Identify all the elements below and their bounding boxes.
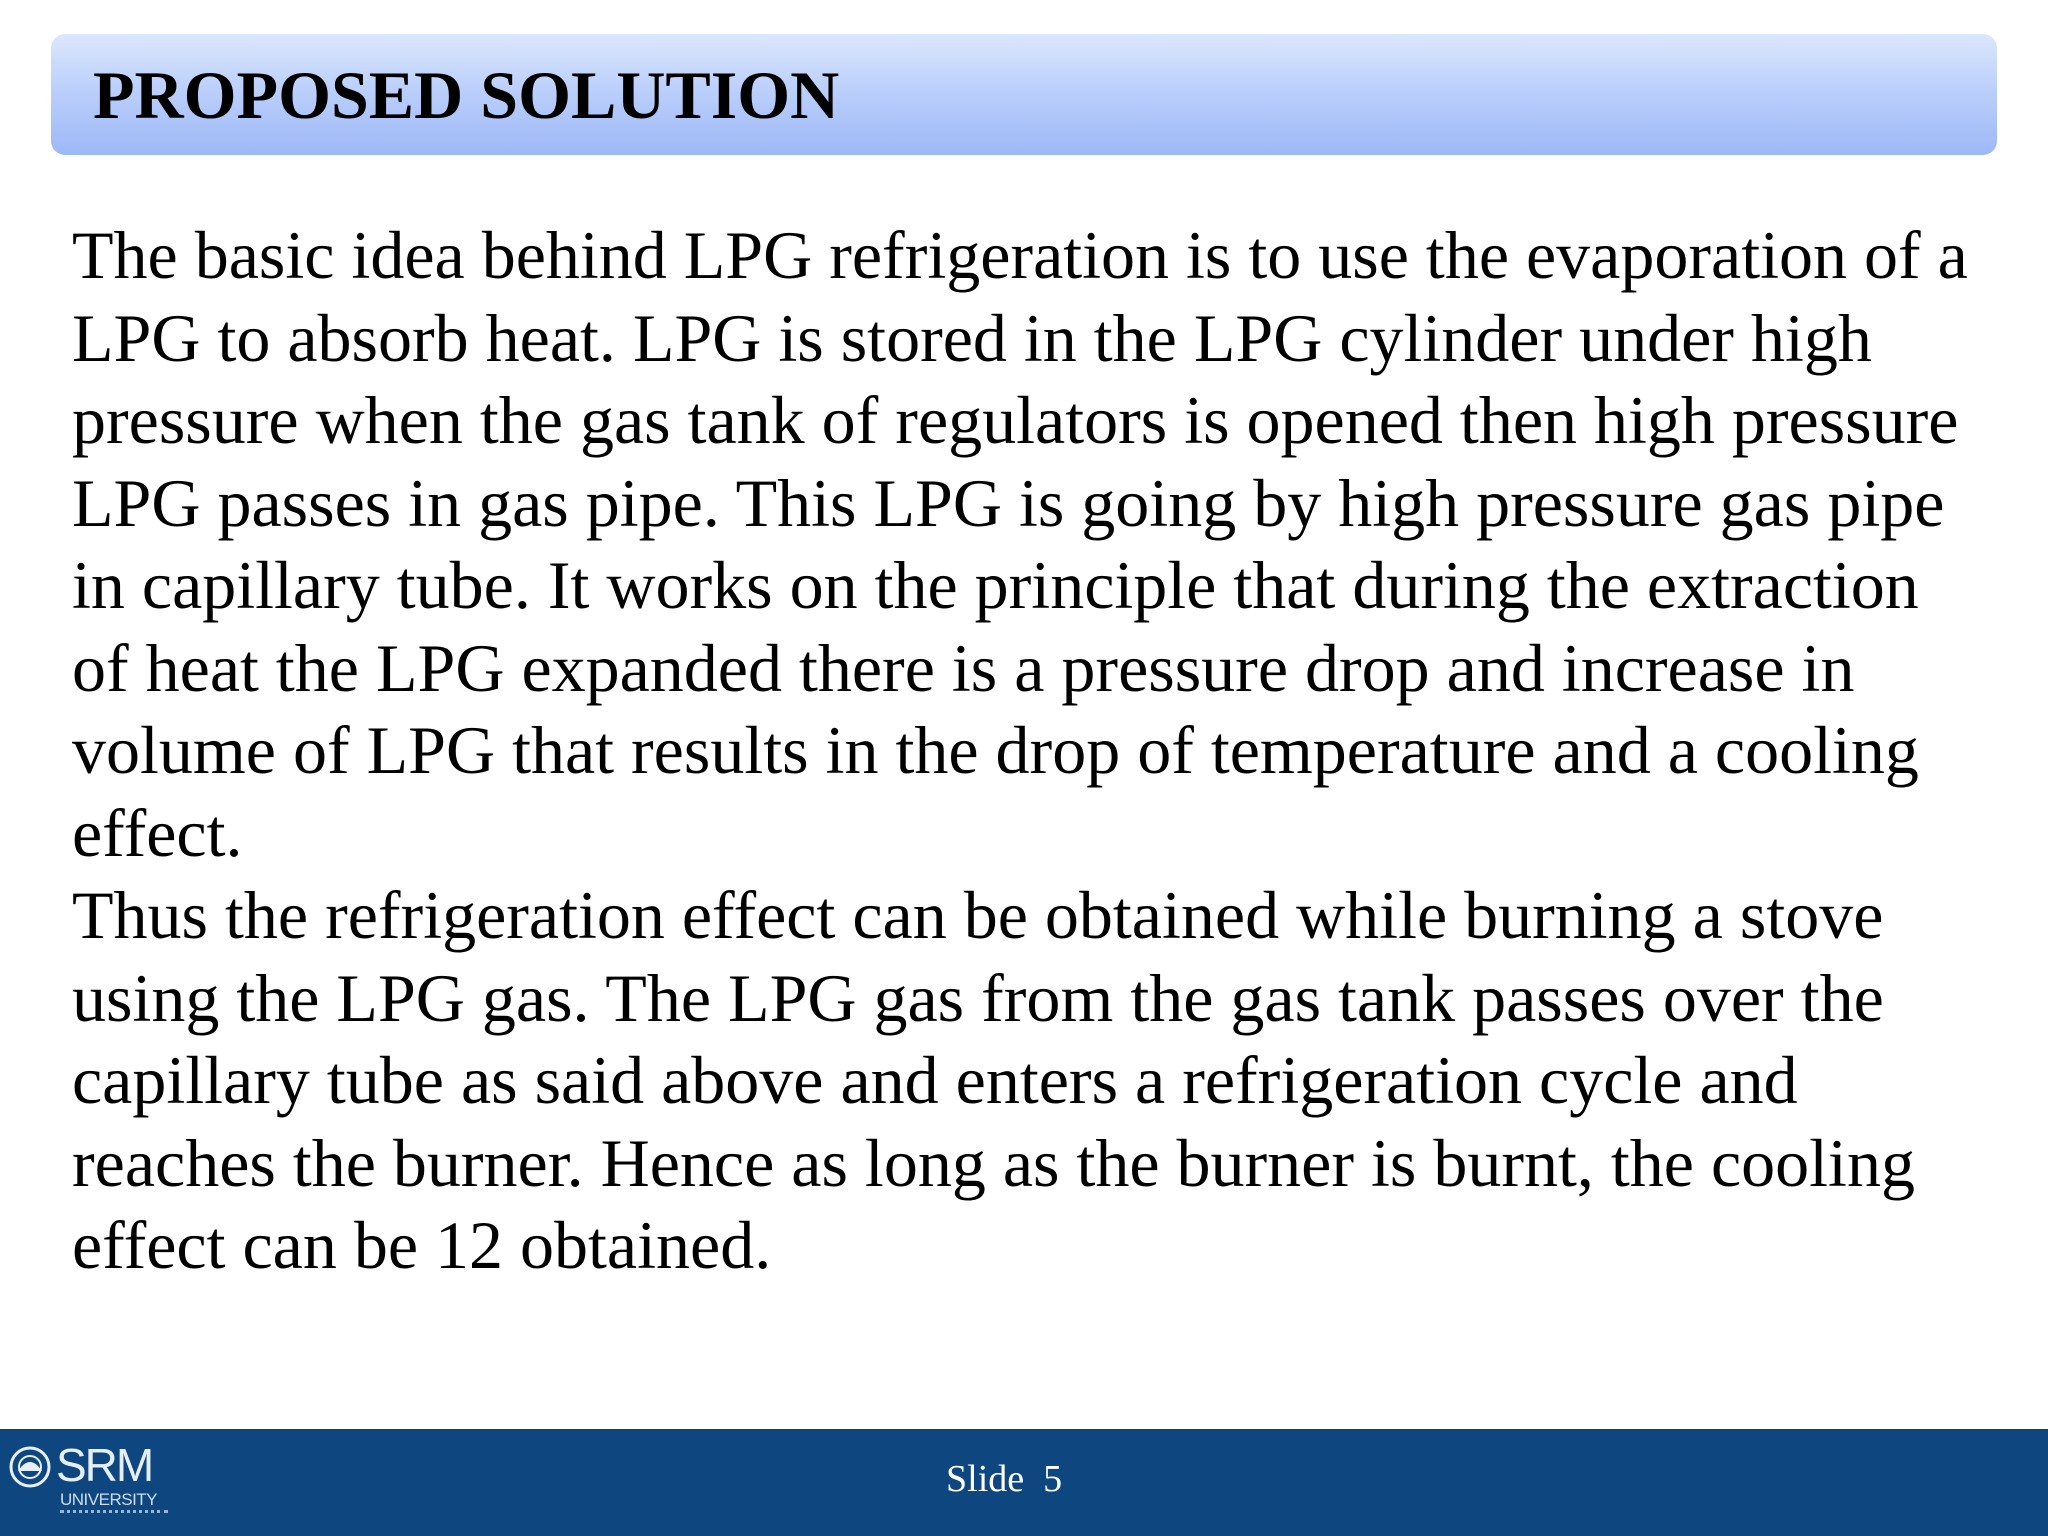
title-banner bbox=[51, 34, 1997, 155]
logo-subtitle: UNIVERSITY bbox=[60, 1490, 158, 1509]
slide-number: Slide 5 bbox=[946, 1458, 1063, 1500]
logo-name: SRM bbox=[56, 1439, 153, 1491]
slide-title: PROPOSED SOLUTION bbox=[93, 56, 840, 133]
logo-tagline-decoration bbox=[60, 1510, 168, 1517]
university-emblem-icon bbox=[8, 1445, 52, 1489]
slide-body bbox=[72, 214, 1972, 1287]
footer-bar bbox=[0, 1429, 2048, 1536]
university-logo bbox=[8, 1439, 168, 1525]
body-paragraph-2: Thus the refrigeration effect can be obtained while burning a stove using the LPG gas. The LPG gas from the gas tank passes over the capillary tube as said above and enters a refrigeration cycle and reaches the burner. Hence as long as the burner is burnt, the cooling effect can be 12 obtained. bbox=[72, 877, 1915, 1283]
body-paragraph-1: The basic idea behind LPG refrigeration is to use the evaporation of a LPG to absorb heat. LPG is stored in the LPG cylinder under high pressure when the gas tank of regulators is opened then high pressure LPG passes in gas pipe. This LPG is going by high pressure gas pipe in capillary tube. It works on the principle that during the extraction of heat the LPG expanded there is a pressure drop and increase in volume of LPG that results in the drop of temperature and a cooling effect. bbox=[72, 217, 1968, 871]
